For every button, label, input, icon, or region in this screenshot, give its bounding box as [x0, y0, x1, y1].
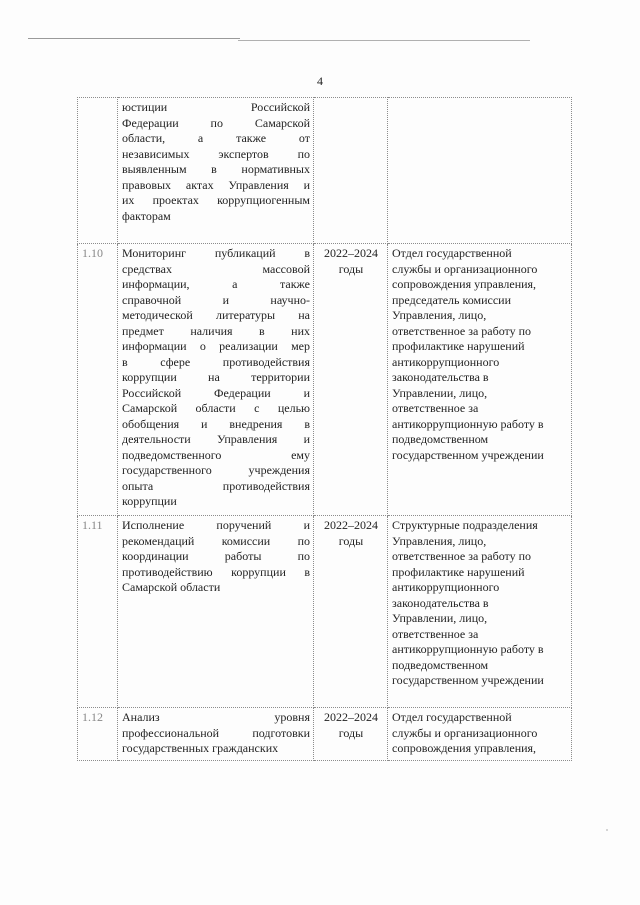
description-line: Российской Федерации и — [122, 385, 310, 400]
scan-top-line-left — [28, 38, 240, 39]
item-number — [78, 98, 118, 244]
item-number: 1.10 — [78, 244, 118, 516]
responsible-parties — [388, 516, 572, 708]
measure-description — [118, 98, 314, 244]
measure-description — [118, 708, 314, 761]
responsible-parties — [388, 244, 572, 516]
responsible-line: антикоррупционного — [392, 580, 500, 594]
scan-speck — [606, 829, 608, 831]
description-line: профессиональной подготовки — [122, 725, 310, 740]
responsible-line: ответственное за работу по — [392, 323, 532, 338]
description-line: деятельности Управления и — [122, 432, 310, 446]
description-line: Федерации по Самарской — [122, 115, 310, 130]
responsible-parties — [388, 98, 572, 244]
implementation-period: 2022–2024 годы — [314, 516, 388, 708]
responsible-line: службы и организационного — [392, 725, 538, 740]
description-line: Самарской области — [122, 580, 221, 594]
implementation-period: 2022–2024 годы — [314, 244, 388, 516]
responsible-line: Отдел государственной — [392, 710, 512, 724]
description-line: их проектах коррупциогенным — [122, 193, 310, 207]
item-number: 1.11 — [78, 516, 118, 708]
implementation-period: 2022–2024 годы — [314, 708, 388, 761]
description-line: Исполнение поручений и — [122, 518, 310, 532]
description-line: выявленным в нормативных — [122, 162, 310, 176]
description-line: коррупции — [122, 494, 177, 508]
description-line: справочной и научно- — [122, 292, 310, 307]
responsible-line: Отдел государственной — [392, 246, 512, 260]
description-line: коррупции на территории — [122, 370, 310, 384]
description-line: информации, а также — [122, 277, 310, 291]
description-line: независимых экспертов по — [122, 146, 310, 161]
measures-table — [77, 97, 572, 761]
description-line: области, а также от — [122, 131, 310, 145]
table-row — [78, 98, 572, 244]
responsible-line: сопровождения управления, — [392, 741, 537, 755]
description-line: координации работы по — [122, 549, 310, 563]
responsible-line: законодательства в — [392, 595, 489, 610]
description-line: Анализ уровня — [122, 710, 310, 724]
responsible-line: Управления, лицо, — [392, 533, 487, 548]
measure-description — [118, 516, 314, 708]
responsible-line: подведомственном — [392, 432, 489, 446]
implementation-period — [314, 98, 388, 244]
scan-top-line-right — [238, 40, 530, 41]
description-line: противодействию коррупции в — [122, 564, 310, 579]
responsible-line: антикоррупционного — [392, 354, 500, 369]
responsible-line: сопровождения управления, — [392, 277, 537, 291]
description-line: Мониторинг публикаций в — [122, 246, 310, 260]
description-line: опыта противодействия — [122, 478, 310, 493]
description-line: обобщения и внедрения в — [122, 416, 310, 431]
table-row — [78, 244, 572, 516]
description-line: правовых актах Управления и — [122, 177, 310, 192]
description-line: юстиции Российской — [122, 100, 310, 114]
responsible-line: ответственное за работу по — [392, 549, 532, 563]
responsible-line: профилактике нарушений — [392, 564, 525, 579]
item-number: 1.12 — [78, 708, 118, 761]
table-row — [78, 516, 572, 708]
responsible-line: профилактике нарушений — [392, 339, 525, 353]
description-line: методической литературы на — [122, 308, 310, 322]
responsible-parties — [388, 708, 572, 761]
responsible-line: антикоррупционную работу в — [392, 642, 544, 656]
description-line: факторам — [122, 208, 171, 223]
table-row — [78, 708, 572, 761]
measure-description — [118, 244, 314, 516]
responsible-line: Управлении, лицо, — [392, 385, 488, 400]
page-number: 4 — [317, 74, 323, 88]
description-line: рекомендаций комиссии по — [122, 533, 310, 548]
responsible-line: законодательства в — [392, 370, 489, 384]
responsible-line: ответственное за — [392, 626, 479, 641]
responsible-line: антикоррупционную работу в — [392, 416, 544, 431]
responsible-line: ответственное за — [392, 401, 479, 415]
description-line: подведомственного ему — [122, 447, 310, 462]
description-line: предмет наличия в них — [122, 323, 310, 338]
responsible-line: Управлении, лицо, — [392, 611, 488, 625]
responsible-line: службы и организационного — [392, 261, 538, 276]
description-line: Самарской области с целью — [122, 401, 310, 415]
responsible-line: подведомственном — [392, 657, 489, 672]
responsible-line: государственном учреждении — [392, 447, 544, 462]
description-line: государственного учреждения — [122, 463, 310, 477]
description-line: государственных гражданских — [122, 741, 279, 755]
responsible-line: председатель комиссии — [392, 292, 511, 307]
description-line: информации о реализации мер — [122, 339, 310, 353]
responsible-line: государственном учреждении — [392, 673, 544, 687]
responsible-line: Структурные подразделения — [392, 518, 538, 532]
description-line: средствах массовой — [122, 261, 310, 276]
responsible-line: Управления, лицо, — [392, 308, 487, 322]
description-line: в сфере противодействия — [122, 354, 310, 369]
